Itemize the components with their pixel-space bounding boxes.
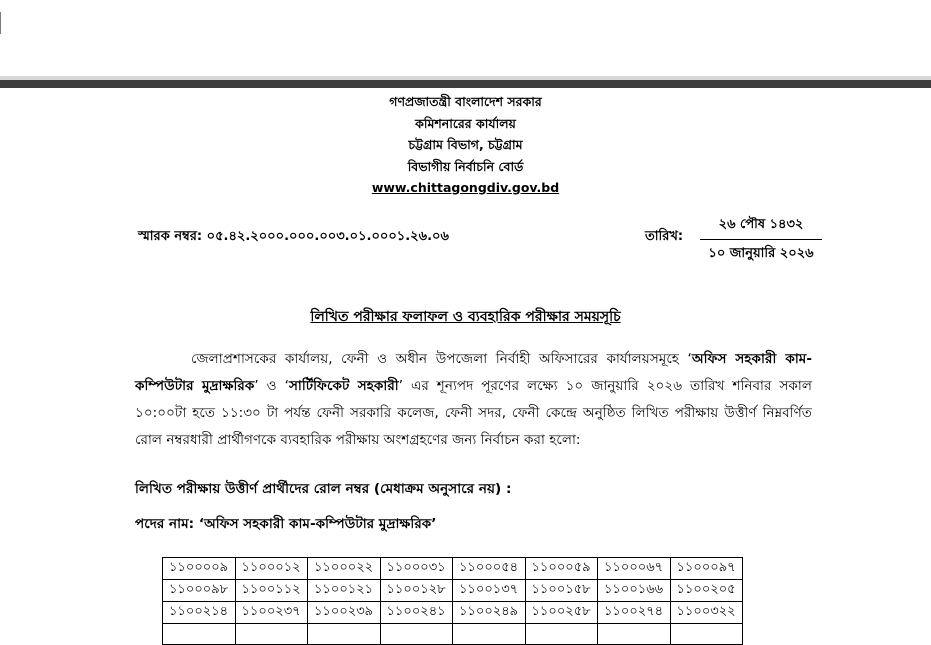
left-edge-mark bbox=[0, 12, 1, 34]
header-division: চট্টগ্রাম বিভাগ, চট্টগ্রাম bbox=[408, 137, 523, 152]
roll-list-subheading: লিখিত পরীক্ষায় উত্তীর্ণ প্রার্থীদের রোল নম্বর (মেধাক্রম অনুসারে নয়) : bbox=[135, 481, 512, 497]
table-row bbox=[163, 580, 743, 602]
notice-title-text: লিখিত পরীক্ষার ফলাফল ও ব্যবহারিক পরীক্ষার সময়সূচি bbox=[310, 309, 621, 325]
roll-number-cell: ১১০০৩২২ bbox=[670, 602, 743, 624]
roll-number-cell bbox=[235, 624, 308, 645]
roll-number-cell: ১১০০০০৯ bbox=[163, 558, 236, 580]
roll-number-cell bbox=[598, 624, 671, 645]
roll-number-cell: ১১০০১২১ bbox=[308, 580, 381, 602]
roll-number-cell: ১১০০২৪১ bbox=[380, 602, 453, 624]
roll-number-cell bbox=[670, 624, 743, 645]
roll-number-cell: ১১০০১৫৮ bbox=[525, 580, 598, 602]
body-part-3: ’ এর শূন্যপদ পূরণের লক্ষ্যে ১০ জানুয়ারি ২০২৬ তারিখ শনিবার সকাল ১০:০০টা হতে ১১:৩০ টা পর্যন্ত ফেনী সরকারি কলেজ, ফেনী সদর, ফেনী কেন্দ্রে অনুষ্ঠিত লিখিত পরীক্ষায় উত্তীর্ণ নিম্নবর্ণিত রোল নম্বরধারী প্রার্থীগণকে ব্যবহারিক পরীক্ষায় অংশগ্রহণের জন্য নির্বাচন করা হলো: bbox=[135, 378, 812, 448]
notice-title bbox=[0, 305, 931, 329]
roll-number-cell: ১১০০১৩৭ bbox=[453, 580, 526, 602]
date-label: তারিখ: bbox=[645, 229, 684, 244]
date-block bbox=[700, 215, 822, 265]
roll-number-cell: ১১০০১১২ bbox=[235, 580, 308, 602]
roll-number-cell: ১১০০২৫৮ bbox=[525, 602, 598, 624]
roll-number-cell: ১১০০০৯৭ bbox=[670, 558, 743, 580]
roll-number-cell: ১১০০২১৪ bbox=[163, 602, 236, 624]
roll-number-cell: ১১০০০২২ bbox=[308, 558, 381, 580]
roll-number-cell: ১১০০০৬৭ bbox=[598, 558, 671, 580]
table-row bbox=[163, 602, 743, 624]
date-english: ১০ জানুয়ারি ২০২৬ bbox=[708, 246, 814, 261]
post-name-heading: পদের নাম: ‘অফিস সহকারী কাম-কম্পিউটার মুদ্রাক্ষরিক’ bbox=[135, 516, 437, 532]
roll-number-cell: ১১০০০৫৪ bbox=[453, 558, 526, 580]
roll-number-cell bbox=[380, 624, 453, 645]
top-blank-area bbox=[0, 0, 931, 80]
roll-number-cell: ১১০০১২৮ bbox=[380, 580, 453, 602]
roll-number-cell: ১১০০২৩৯ bbox=[308, 602, 381, 624]
header-board: বিভাগীয় নির্বাচনি বোর্ড bbox=[407, 158, 524, 174]
table-row bbox=[163, 558, 743, 580]
header-office: কমিশনারের কার্যালয় bbox=[415, 115, 516, 131]
body-part-1: জেলাপ্রশাসকের কার্যালয়, ফেনী ও অধীন উপজেলা নির্বাহী অফিসারের কার্যালয়সমূহে ‘ bbox=[191, 351, 692, 367]
roll-number-cell: ১১০০০৫৯ bbox=[525, 558, 598, 580]
document-top-bar bbox=[0, 80, 931, 88]
post-name-1: অফিস সহকারী কাম-কম্পিউটার মুদ্রাক্ষরিক bbox=[135, 351, 812, 394]
letterhead bbox=[0, 91, 931, 199]
roll-number-cell: ১১০০০৩১ bbox=[380, 558, 453, 580]
roll-number-cell bbox=[525, 624, 598, 645]
roll-number-cell: ১১০০২৭৪ bbox=[598, 602, 671, 624]
roll-number-cell: ১১০০০৯৮ bbox=[163, 580, 236, 602]
roll-number-cell: ১১০০০১২ bbox=[235, 558, 308, 580]
date-bangla: ২৬ পৌষ ১৪৩২ bbox=[700, 215, 822, 240]
body-part-2: ’ ও ‘ bbox=[254, 378, 289, 394]
header-government: গণপ্রজাতন্ত্রী বাংলাদেশ সরকার bbox=[389, 94, 542, 109]
header-website-link[interactable]: www.chittagongdiv.gov.bd bbox=[371, 180, 560, 195]
roll-number-cell bbox=[453, 624, 526, 645]
post-name-2: সার্টিফিকেট সহকারী bbox=[288, 378, 399, 394]
roll-number-cell: ১১০০২০৫ bbox=[670, 580, 743, 602]
roll-number-cell: ১১০০২৩৭ bbox=[235, 602, 308, 624]
notice-body bbox=[135, 346, 812, 454]
roll-number-cell: ১১০০২৪৯ bbox=[453, 602, 526, 624]
roll-number-cell: ১১০০১৬৬ bbox=[598, 580, 671, 602]
roll-number-cell bbox=[163, 624, 236, 645]
table-row bbox=[163, 624, 743, 645]
memo-number: স্মারক নম্বর: ০৫.৪২.২০০০.০০০.০০৩.০১.০০০১.২৬.০৬ bbox=[138, 229, 449, 244]
roll-number-cell bbox=[308, 624, 381, 645]
